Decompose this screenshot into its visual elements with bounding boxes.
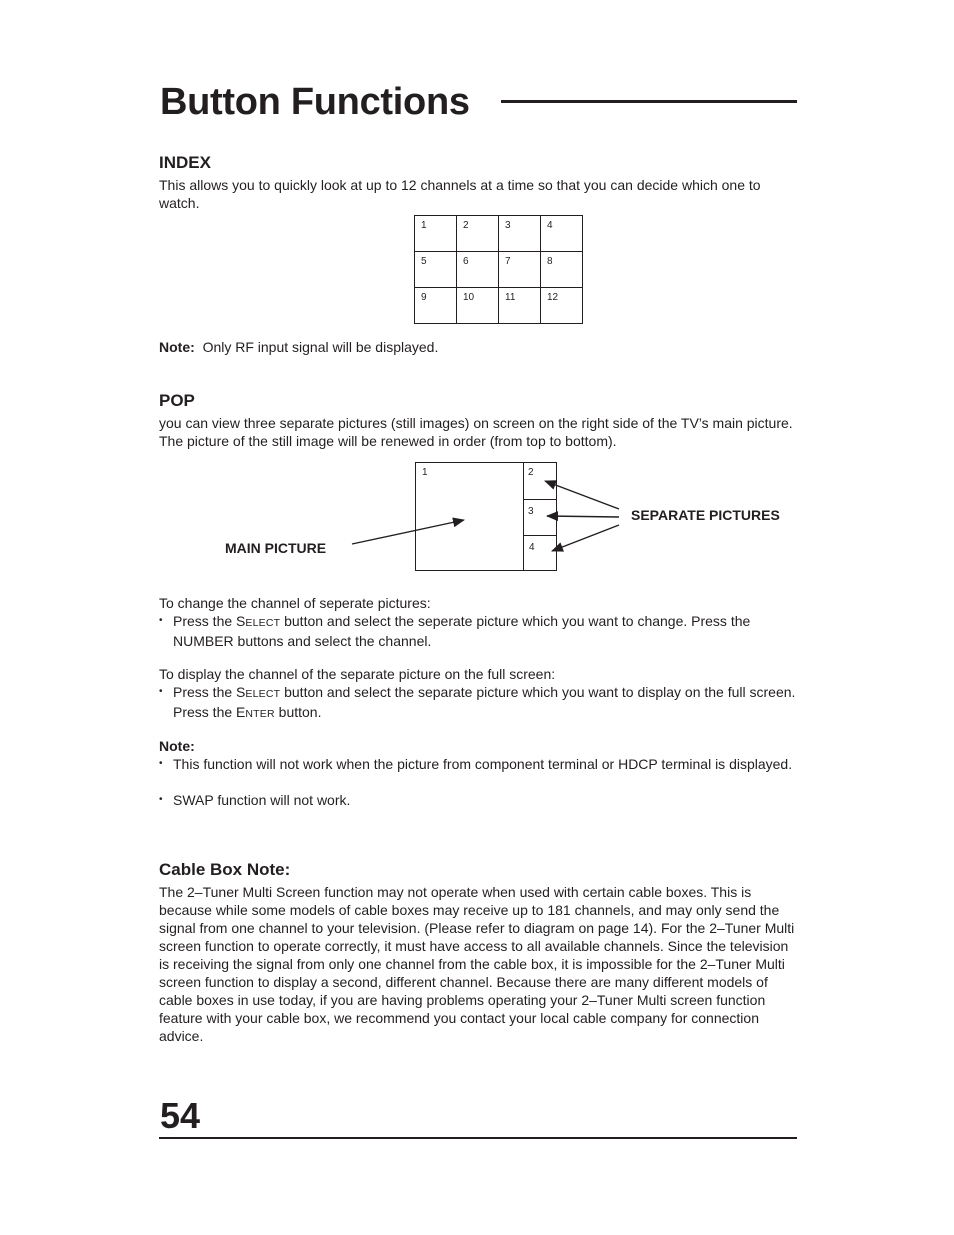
select-key-name: ELECT xyxy=(245,688,281,700)
enter-key-name: NTER xyxy=(245,708,275,720)
separate-pictures-label: SEPARATE PICTURES xyxy=(631,507,780,523)
index-heading: INDEX xyxy=(159,153,211,172)
separate-picture-number: 3 xyxy=(528,506,534,517)
index-cell: 11 xyxy=(499,288,541,324)
index-cell: 5 xyxy=(415,252,457,288)
display-intro: To display the channel of the separate picture on the full screen: xyxy=(159,666,556,682)
main-picture-box xyxy=(416,463,557,571)
page-number: 54 xyxy=(160,1095,201,1136)
index-cell: 7 xyxy=(499,252,541,288)
index-cell: 6 xyxy=(457,252,499,288)
index-cell: 3 xyxy=(499,216,541,252)
index-cell: 2 xyxy=(457,216,499,252)
select-key-name: ELECT xyxy=(245,617,281,629)
bullet-text: button and select the separate picture which you want to display on the full screen. Press the E xyxy=(173,684,796,720)
main-picture-arrow xyxy=(352,520,464,544)
index-note-text: Only RF input signal will be displayed. xyxy=(202,339,439,355)
index-cell: 4 xyxy=(541,216,583,252)
bullet-text: button and select the seperate picture which you want to change. Press the NUMBER buttons and select the channel. xyxy=(173,613,751,649)
index-cell: 10 xyxy=(457,288,499,324)
index-cell: 9 xyxy=(415,288,457,324)
separate-picture-number: 2 xyxy=(528,467,534,478)
index-cell: 8 xyxy=(541,252,583,288)
page-title: Button Functions xyxy=(160,81,470,123)
pop-description: you can view three separate pictures (still images) on screen on the right side of the TV’s main picture. The picture of the still image will be renewed in order (from top to bottom). xyxy=(159,415,793,449)
cable-box-text: The 2–Tuner Multi Screen function may not operate when used with certain cable boxes. This is because while some models of cable boxes may receive up to 181 channels, and may only send the signal from one channel to your television. (Please refer to diagram on page 14). For the 2–Tuner Multi screen function to operate correctly, it must have access to all available channels. Since the television is receiving the signal from only one channel from the cable box, it is impossible for the 2–Tuner Multi screen function to display a second, different channel. Because there are many different models of cable boxes in use today, if you are having problems operating your 2–Tuner Multi screen function feature with your cable box, we recommend you contact your local cable company for connection advice. xyxy=(159,884,795,1044)
index-cell: 1 xyxy=(415,216,457,252)
pop-heading: POP xyxy=(159,391,195,410)
change-bullet xyxy=(159,612,799,650)
index-description: This allows you to quickly look at up to 12 channels at a time so that you can decide which one to watch. xyxy=(159,177,761,211)
main-picture-number: 1 xyxy=(422,467,428,478)
display-bullet xyxy=(159,683,799,723)
bullet-text: Press the S xyxy=(173,613,246,629)
pop-note-item: • SWAP function will not work. xyxy=(159,791,799,809)
separate-arrow-2 xyxy=(547,516,619,517)
bullet-text: Press the S xyxy=(173,684,246,700)
main-picture-label: MAIN PICTURE xyxy=(225,540,327,556)
cable-box-heading: Cable Box Note: xyxy=(159,860,291,879)
separate-arrow-3 xyxy=(552,525,619,551)
bullet-text: button. xyxy=(274,704,322,720)
change-intro: To change the channel of seperate pictures: xyxy=(159,595,431,611)
pop-note-label xyxy=(159,737,799,755)
footer-rule xyxy=(159,1137,797,1139)
pop-note-item: • This function will not work when the picture from component terminal or HDCP terminal is displayed. xyxy=(159,755,799,773)
separate-picture-number: 4 xyxy=(529,542,535,553)
pop-note-label-text: Note: xyxy=(159,738,195,754)
index-note-label: Note: xyxy=(159,339,195,355)
index-cell: 12 xyxy=(541,288,583,324)
